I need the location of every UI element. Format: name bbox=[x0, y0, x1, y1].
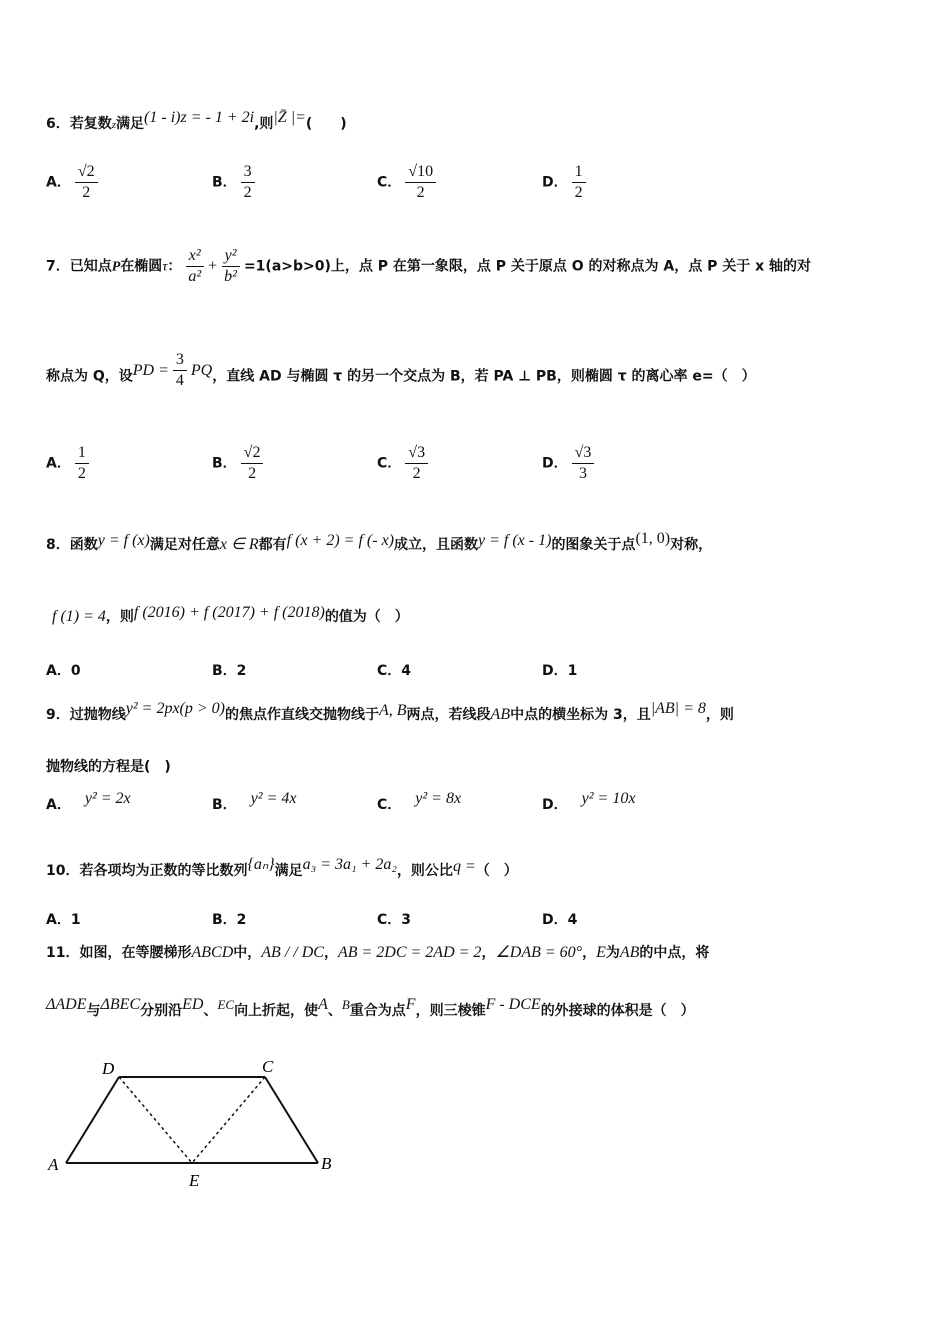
edge-cb bbox=[265, 1077, 318, 1163]
frac-den: 3 bbox=[579, 465, 588, 482]
q11-text-m: 重合为点 bbox=[349, 1003, 406, 1019]
q11-text-k: 向上折起，使 bbox=[234, 1003, 319, 1019]
q11-text-n: ，则三棱锥 bbox=[415, 1003, 486, 1019]
q8-text-b: 满足对任意 bbox=[149, 537, 220, 553]
q10-text-d: （ ） bbox=[475, 863, 518, 879]
q7-vector-pq: PQ bbox=[190, 361, 213, 379]
frac-num: √3 bbox=[405, 443, 428, 464]
q9-points: A, B bbox=[379, 702, 407, 719]
option-label: B． bbox=[212, 174, 237, 191]
q6-abs-z: |Z̄ |= bbox=[273, 109, 306, 126]
option-fraction bbox=[241, 162, 255, 203]
question-11-line-2 bbox=[46, 996, 695, 1020]
q11-a: A bbox=[318, 996, 328, 1013]
edge-ad bbox=[66, 1077, 119, 1163]
q6-option-c[interactable] bbox=[377, 162, 440, 203]
q6-text-a: 6．若复数 bbox=[46, 116, 112, 132]
frac-num: 1 bbox=[75, 443, 89, 464]
option-value: y² = 10x bbox=[581, 790, 636, 807]
q9-text-d: 中点的横坐标为 3，且 bbox=[510, 707, 651, 723]
option-label: B． bbox=[212, 797, 237, 813]
option-value: 2 bbox=[236, 912, 247, 928]
q9-option-c[interactable] bbox=[377, 790, 462, 814]
q11-text-l: 、 bbox=[327, 1003, 342, 1019]
question-11-line-1 bbox=[46, 942, 709, 962]
q8-text-f: 对称， bbox=[670, 537, 713, 553]
q7-var-p: P bbox=[111, 259, 121, 275]
q7-tau: τ bbox=[162, 259, 168, 275]
q9-ab: AB bbox=[490, 706, 511, 723]
q10-text-c: ，则公比 bbox=[396, 863, 453, 879]
option-value: 4 bbox=[567, 912, 578, 928]
option-fraction bbox=[572, 443, 595, 484]
option-value: 3 bbox=[401, 912, 412, 928]
frac-den: b² bbox=[224, 268, 237, 285]
q8-shift: y = f (x - 1) bbox=[478, 532, 552, 549]
frac-den: 2 bbox=[416, 184, 425, 201]
q11-text-d: ， bbox=[481, 945, 496, 961]
label-d: D bbox=[102, 1059, 115, 1078]
option-fraction bbox=[405, 443, 428, 484]
option-label: D． bbox=[542, 797, 568, 813]
q9-option-b[interactable] bbox=[212, 790, 297, 814]
option-value: y² = 4x bbox=[250, 790, 297, 807]
q7-text-a: 7．已知点 bbox=[46, 258, 112, 275]
frac-num: 1 bbox=[572, 162, 586, 183]
q7-frac-y bbox=[221, 246, 240, 287]
q10-q: q = bbox=[452, 858, 476, 875]
trapezoid-figure bbox=[40, 1052, 350, 1192]
question-7-line-2 bbox=[46, 351, 756, 397]
q8-func: y = f (x) bbox=[97, 532, 150, 549]
q11-f: F bbox=[405, 996, 416, 1013]
frac-num: x² bbox=[186, 246, 204, 267]
q8-option-b[interactable] bbox=[212, 660, 246, 680]
q11-bec: ΔBEC bbox=[100, 996, 141, 1013]
option-fraction bbox=[405, 162, 436, 203]
q7-text-c: =1(a>b>0)上，点 P 在第一象限，点 P 关于原点 O 的对称点为 A，点 P 关于 x 轴的对 bbox=[243, 258, 812, 275]
question-8-line-2 bbox=[46, 606, 409, 626]
q11-ed: ED bbox=[182, 996, 204, 1013]
q8-option-c[interactable] bbox=[377, 660, 411, 680]
q8-x-in-r: x ∈ R bbox=[219, 536, 259, 553]
q8-point: (1, 0) bbox=[635, 530, 671, 547]
q11-text-g: 的中点，将 bbox=[639, 945, 710, 961]
frac-den: 2 bbox=[243, 184, 252, 201]
q11-text-c: ， bbox=[323, 945, 338, 961]
q9-text-a: 9．过抛物线 bbox=[46, 707, 126, 723]
q11-pyramid: F - DCE bbox=[485, 996, 541, 1013]
q7-option-b[interactable] bbox=[212, 443, 267, 484]
q6-option-b[interactable] bbox=[212, 162, 259, 203]
question-9-line-1 bbox=[46, 700, 734, 724]
q11-text-a: 11．如图，在等腰梯形 bbox=[46, 945, 192, 961]
option-label: D． bbox=[542, 455, 568, 472]
option-fraction bbox=[572, 162, 586, 203]
q11-ec: EC bbox=[217, 997, 235, 1012]
q11-e: E bbox=[596, 944, 606, 961]
label-c: C bbox=[262, 1057, 274, 1076]
option-fraction bbox=[75, 443, 89, 484]
option-label: C． bbox=[377, 797, 402, 813]
option-label: A． bbox=[46, 663, 71, 679]
q10-option-d[interactable] bbox=[542, 909, 577, 929]
frac-den: a² bbox=[188, 268, 202, 285]
option-value: 1 bbox=[70, 912, 81, 928]
q6-text-b: 满足 bbox=[116, 116, 145, 132]
frac-num: √2 bbox=[75, 162, 98, 183]
q11-b: B bbox=[341, 997, 350, 1012]
q6-text-d: ( ) bbox=[305, 116, 347, 132]
q8-text-h: 的值为（ ） bbox=[324, 609, 409, 625]
q9-text-c: 两点，若线段 bbox=[406, 707, 491, 723]
frac-num: √10 bbox=[405, 162, 436, 183]
option-label: C． bbox=[377, 455, 402, 472]
q7-vector-pd: PD = bbox=[132, 361, 169, 379]
q9-text-e: ，则 bbox=[705, 707, 734, 723]
question-9-line-2: 抛物线的方程是( ) bbox=[46, 759, 171, 775]
frac-num: y² bbox=[222, 246, 240, 267]
q11-angle: ∠DAB = 60° bbox=[495, 944, 583, 961]
frac-den: 2 bbox=[412, 465, 421, 482]
label-a: A bbox=[48, 1155, 59, 1174]
q6-text-c: ,则 bbox=[254, 116, 274, 132]
q11-text-f: 为 bbox=[605, 945, 620, 961]
question-6-stem bbox=[46, 109, 347, 133]
q10-option-c[interactable] bbox=[377, 909, 411, 929]
q9-parabola: y² = 2px(p > 0) bbox=[125, 700, 225, 717]
q7-option-d[interactable] bbox=[542, 443, 598, 484]
frac-num: 3 bbox=[241, 162, 255, 183]
q8-text-g: ，则 bbox=[105, 609, 134, 625]
q8-text-c: 都有 bbox=[258, 537, 287, 553]
question-10 bbox=[46, 856, 518, 880]
option-value: y² = 2x bbox=[84, 790, 131, 807]
option-value: 4 bbox=[401, 663, 412, 679]
q10-relation: a₃ = 3a₁ + 2a₂ bbox=[302, 856, 397, 873]
q8-text-e: 的图象关于点 bbox=[551, 537, 636, 553]
q8-text-a: 8．函数 bbox=[46, 537, 98, 553]
q7-frac-x bbox=[185, 246, 204, 287]
q7-option-a[interactable] bbox=[46, 443, 93, 484]
q8-option-a[interactable] bbox=[46, 660, 81, 680]
q11-ab: AB bbox=[619, 944, 640, 961]
edge-de bbox=[119, 1077, 192, 1163]
q11-text-b: 中， bbox=[233, 945, 262, 961]
option-value: 2 bbox=[236, 663, 247, 679]
q11-text-j: 、 bbox=[203, 1003, 218, 1019]
q11-text-i: 分别沿 bbox=[140, 1003, 183, 1019]
frac-den: 2 bbox=[77, 465, 86, 482]
option-fraction bbox=[75, 162, 98, 203]
q7-plus: + bbox=[208, 257, 218, 275]
frac-den: 2 bbox=[574, 184, 583, 201]
option-label: C． bbox=[377, 912, 402, 928]
label-e: E bbox=[189, 1171, 200, 1190]
q6-option-a[interactable] bbox=[46, 162, 102, 203]
frac-num: √3 bbox=[572, 443, 595, 464]
q10-sequence: {aₙ} bbox=[247, 856, 275, 873]
q11-text-h: 与 bbox=[86, 1003, 101, 1019]
q10-option-b[interactable] bbox=[212, 909, 246, 929]
q8-f1: f (1) = 4 bbox=[52, 608, 106, 625]
q9-option-a[interactable] bbox=[46, 790, 131, 814]
option-value: 1 bbox=[567, 663, 578, 679]
option-label: B． bbox=[212, 455, 237, 472]
q11-lengths: AB = 2DC = 2AD = 2 bbox=[337, 944, 482, 961]
q10-text-a: 10．若各项均为正数的等比数列 bbox=[46, 863, 248, 879]
option-value: 0 bbox=[70, 663, 81, 679]
frac-den: 2 bbox=[82, 184, 91, 201]
question-8-line-1 bbox=[46, 530, 713, 554]
frac-den: 2 bbox=[248, 465, 257, 482]
q9-abs-ab: |AB| = 8 bbox=[650, 700, 706, 717]
q7-text-b: 在椭圆 bbox=[120, 258, 163, 275]
q6-option-d[interactable] bbox=[542, 162, 590, 203]
q6-var-z: z bbox=[111, 119, 117, 131]
option-label: A． bbox=[46, 912, 71, 928]
option-label: D． bbox=[542, 663, 568, 679]
option-value: y² = 8x bbox=[415, 790, 462, 807]
q11-text-o: 的外接球的体积是（ ） bbox=[540, 1003, 695, 1019]
q7-text-d: 称点为 Q，设 bbox=[46, 368, 133, 385]
option-label: A． bbox=[46, 797, 71, 813]
q7-option-c[interactable] bbox=[377, 443, 432, 484]
option-label: D． bbox=[542, 912, 568, 928]
q8-sum: f (2016) + f (2017) + f (2018) bbox=[133, 604, 325, 621]
q7-colon: ： bbox=[167, 258, 182, 275]
q9-text-b: 的焦点作直线交抛物线于 bbox=[225, 707, 379, 723]
frac-num: √2 bbox=[241, 443, 264, 464]
option-label: C． bbox=[377, 174, 402, 191]
option-label: B． bbox=[212, 663, 237, 679]
q9-option-d[interactable] bbox=[542, 790, 636, 814]
option-label: B． bbox=[212, 912, 237, 928]
option-label: A． bbox=[46, 174, 71, 191]
q10-text-b: 满足 bbox=[274, 863, 303, 879]
option-label: A． bbox=[46, 455, 71, 472]
q6-condition: (1 - i)z = - 1 + 2i bbox=[144, 109, 255, 126]
q11-text-e: ， bbox=[582, 945, 597, 961]
q8-option-d[interactable] bbox=[542, 660, 577, 680]
label-b: B bbox=[321, 1154, 332, 1173]
q7-frac-3-4 bbox=[173, 350, 187, 391]
option-fraction bbox=[241, 443, 264, 484]
option-label: C． bbox=[377, 663, 402, 679]
q8-text-d: 成立，且函数 bbox=[394, 537, 478, 553]
edge-ce bbox=[192, 1077, 265, 1163]
q11-parallel: AB / / DC bbox=[261, 944, 324, 961]
q7-text-e: ，直线 AD 与椭圆 τ 的另一个交点为 B，若 PA ⊥ PB，则椭圆 τ 的离心率 e=（ ） bbox=[212, 368, 756, 385]
question-7-line-1 bbox=[46, 246, 811, 287]
q8-symmetry: f (x + 2) = f (- x) bbox=[286, 532, 394, 549]
frac-den: 4 bbox=[175, 372, 184, 389]
frac-num: 3 bbox=[173, 350, 187, 371]
option-label: D． bbox=[542, 174, 568, 191]
q11-abcd: ABCD bbox=[191, 944, 234, 961]
q10-option-a[interactable] bbox=[46, 909, 81, 929]
q11-ade: ΔADE bbox=[46, 996, 87, 1013]
